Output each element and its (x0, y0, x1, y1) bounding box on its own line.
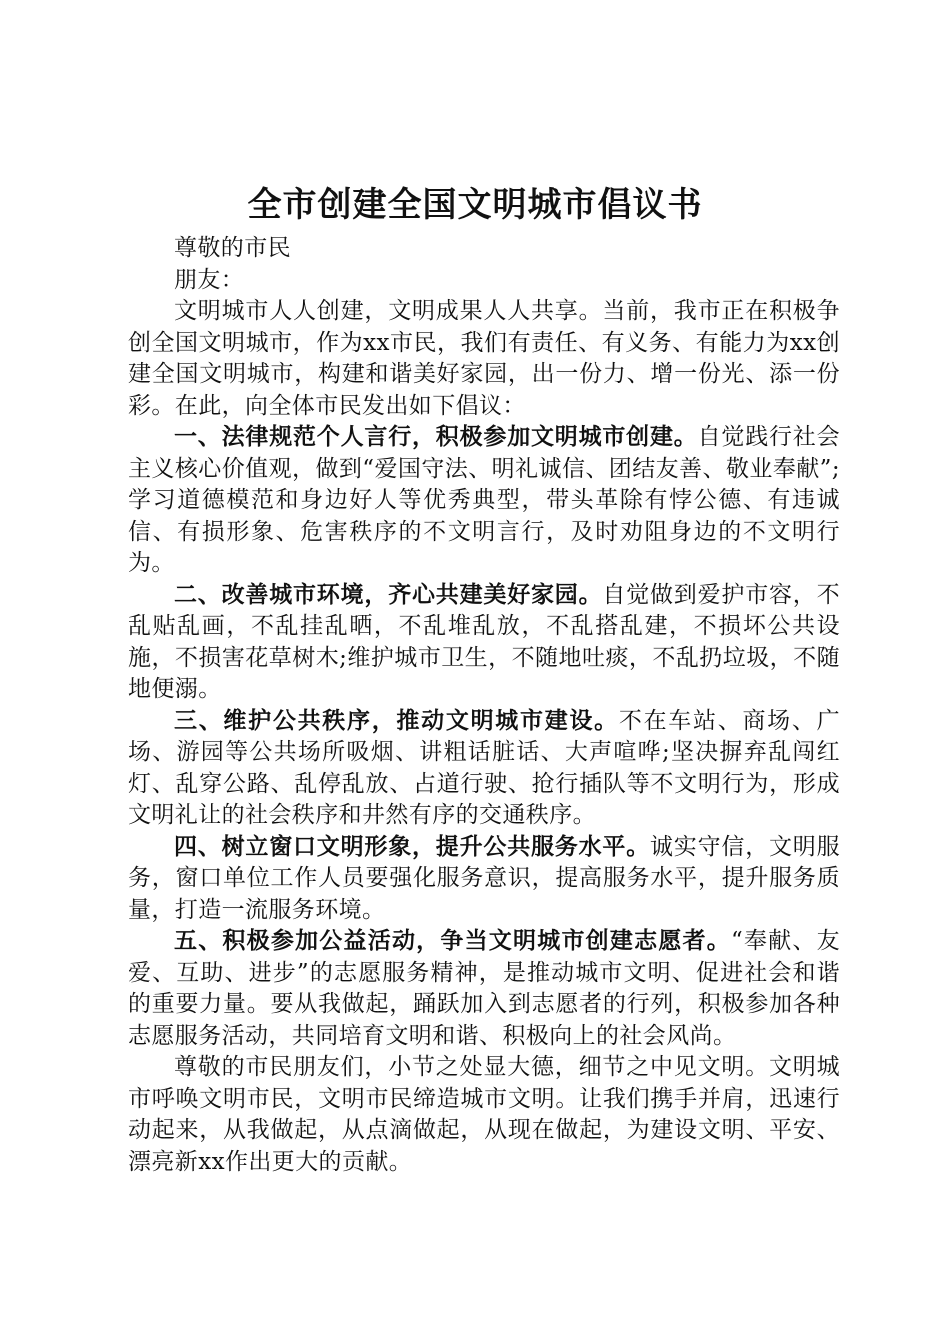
item-paragraph-5 (128, 926, 840, 1052)
item-4-text: 诚实守信，文明服务，窗口单位工作人员要强化服务意识，提高服务水平，提升服务质量，打造一流服务环境。 (128, 833, 840, 923)
item-paragraph-2 (128, 580, 840, 706)
item-1-heading: 一、法律规范个人言行，积极参加文明城市创建。 (174, 424, 698, 450)
closing-paragraph: 尊敬的市民朋友们，小节之处显大德，细节之中见文明。文明城市呼唤文明市民，文明市民缔造城市文明。让我们携手并肩，迅速行动起来，从我做起，从点滴做起，从现在做起，为建设文明、平安、漂亮新xx作出更大的贡献。 (128, 1054, 840, 1175)
item-5-heading: 五、积极参加公益活动，争当文明城市创建志愿者。 (174, 928, 731, 954)
salutation-line-2: 朋友： (174, 266, 245, 293)
document-body (128, 233, 840, 1178)
item-2-heading: 二、改善城市环境，齐心共建美好家园。 (174, 581, 603, 608)
item-paragraph-1 (128, 422, 840, 580)
intro-paragraph: 文明城市人人创建，文明成果人人共享。当前，我市正在积极争创全国文明城市，作为xx市民，我们有责任、有义务、有能力为xx创建全国文明城市，构建和谐美好家园，出一份力、增一份光、添一份彩。在此，向全体市民发出如下倡议： (128, 298, 840, 419)
item-paragraph-3 (128, 706, 840, 832)
salutation-line-1: 尊敬的市民 (174, 235, 291, 261)
item-3-heading: 三、维护公共秩序，推动文明城市建设。 (174, 707, 619, 734)
item-1-text: 自觉践行社会主义核心价值观，做到“爱国守法、明礼诚信、团结友善、敬业奉献”;学习道德模范和身边好人等优秀典型，带头革除有悖公德、有违诚信、有损形象、危害秩序的不文明言行，及时劝阻身边的不文明行为。 (128, 424, 840, 576)
item-4-heading: 四、树立窗口文明形象，提升公共服务水平。 (174, 833, 650, 860)
item-paragraph-4 (128, 832, 840, 927)
item-2-text: 自觉做到爱护市容，不乱贴乱画，不乱挂乱晒，不乱堆乱放，不乱搭乱建，不损坏公共设施，不损害花草树木;维护城市卫生，不随地吐痰，不乱扔垃圾，不随地便溺。 (128, 581, 841, 702)
document-title: 全市创建全国文明城市倡议书 (247, 185, 703, 225)
item-3-text: 不在车站、商场、广场、游园等公共场所吸烟、讲粗话脏话、大声喧哗;坚决摒弃乱闯红灯、乱穿公路、乱停乱放、占道行驶、抢行插队等不文明行为，形成文明礼让的社会秩序和井然有序的交通秩序。 (128, 707, 840, 828)
item-5-text: “奉献、友爱、互助、进步”的志愿服务精神，是推动城市文明、促进社会和谐的重要力量。要从我做起，踊跃加入到志愿者的行列，积极参加各种志愿服务活动，共同培育文明和谐、积极向上的社会风尚。 (128, 928, 840, 1049)
